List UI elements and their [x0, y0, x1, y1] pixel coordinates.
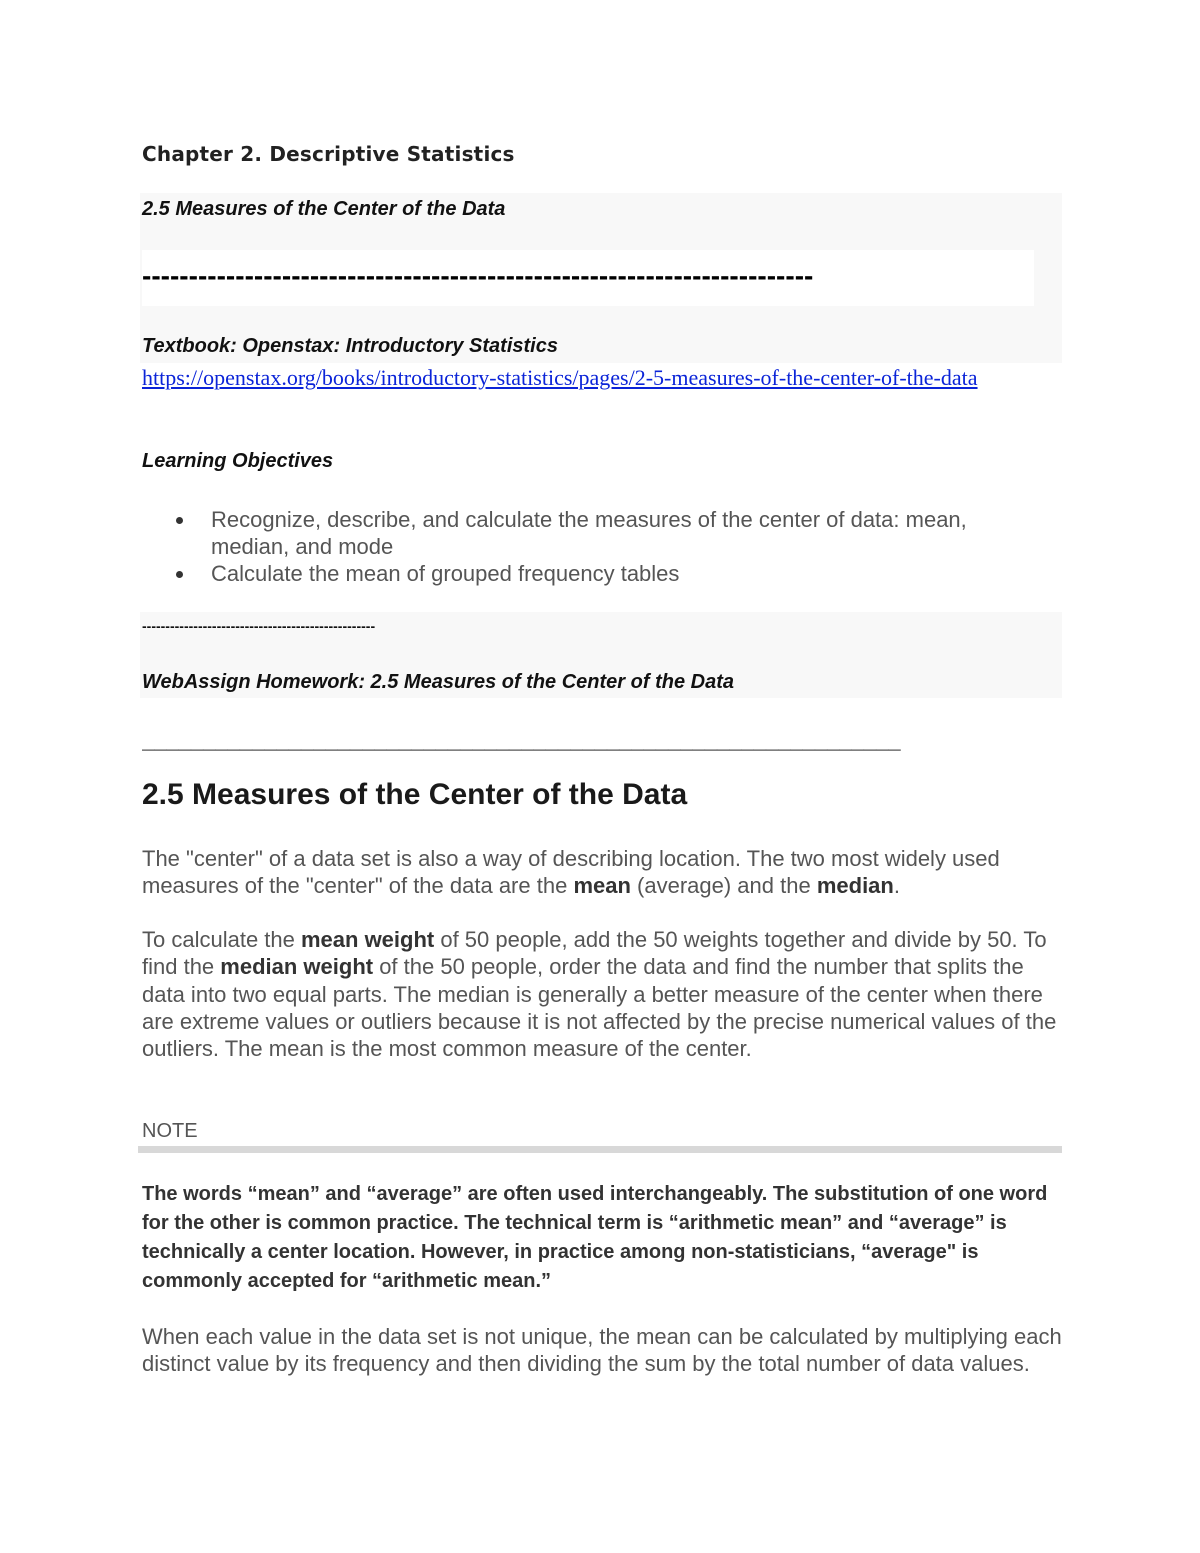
light-dash-divider: -------------------------------------------------- [142, 618, 376, 634]
note-body: The words “mean” and “average” are often used interchangeably. The substitution of one word for the other is common practice. The technical term is “arithmetic mean” and “average” is technically a center location. However, in practice among non-statisticians, “average" is commonly accepted for “arithmetic mean.” [142, 1183, 1048, 1292]
heavy-dash-divider: ------------------------------------------------------------------------ [142, 260, 814, 291]
chapter-title: Chapter 2. Descriptive Statistics [142, 142, 515, 166]
textbook-link[interactable]: https://openstax.org/books/introductory-statistics/pages/2-5-measures-of-the-center-of-the-data [142, 365, 978, 390]
paragraph-center-intro: The "center" of a data set is also a way of describing location. The two most widely used measures of the "center" of the data are the mean (average) and the median. [142, 846, 1000, 899]
webassign-homework-label: WebAssign Homework: 2.5 Measures of the Center of the Data [142, 671, 734, 693]
bullet-icon [176, 571, 183, 578]
objective-text: Recognize, describe, and calculate the measures of the center of data: mean, median, and mode [211, 507, 967, 559]
main-heading: 2.5 Measures of the Center of the Data [142, 778, 688, 811]
list-item [142, 560, 1042, 587]
list-item [142, 506, 1042, 560]
underscore-divider: ______________________________________________________________ [142, 728, 901, 753]
section-subtitle: 2.5 Measures of the Center of the Data [142, 198, 506, 220]
learning-objectives-list [142, 506, 1042, 587]
bullet-icon [176, 517, 183, 524]
paragraph-mean-median: To calculate the mean weight of 50 people, add the 50 weights together and divide by 50. To find the median weight of the 50 people, order the data and find the number that splits the data into two equal parts. The median is generally a better measure of the center when there are extreme values or outliers because it is not affected by the precise numerical values of the outliers. The mean is the most common measure of the center. [142, 927, 1057, 1062]
objective-text: Calculate the mean of grouped frequency tables [211, 561, 680, 586]
textbook-label: Textbook: Openstax: Introductory Statistics [142, 335, 558, 357]
learning-objectives-title: Learning Objectives [142, 450, 334, 472]
paragraph-frequency-mean: When each value in the data set is not unique, the mean can be calculated by multiplying each distinct value by its frequency and then dividing the sum by the total number of data values. [142, 1324, 1062, 1377]
note-label: NOTE [142, 1120, 198, 1142]
note-divider-bar [138, 1146, 1062, 1153]
